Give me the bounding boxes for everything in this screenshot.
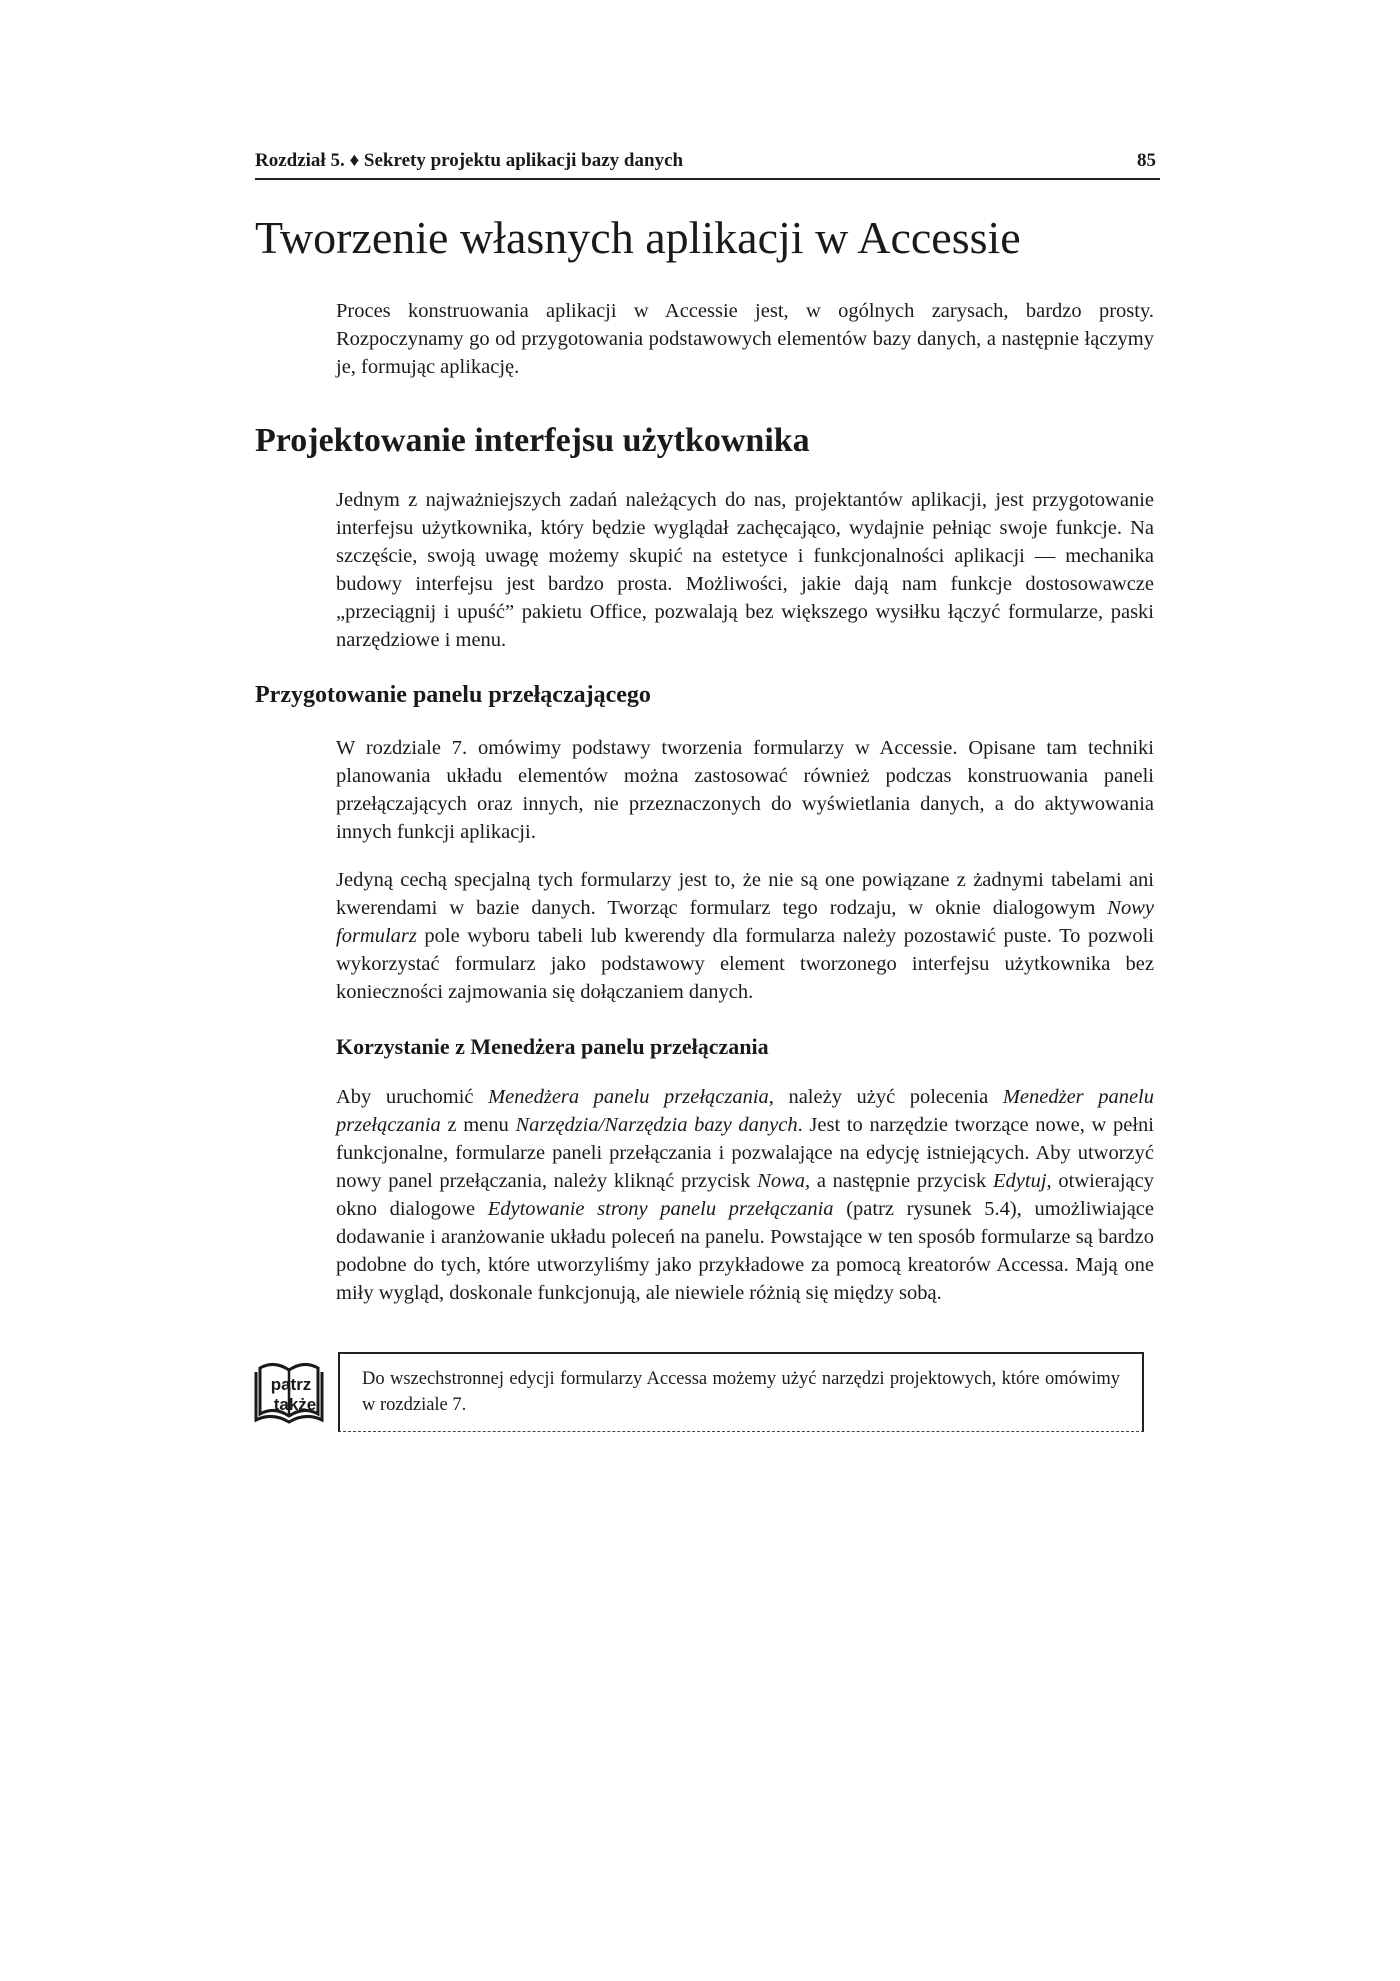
italic-term: Edytuj (993, 1170, 1047, 1192)
switchboard-paragraph-2 (336, 866, 1154, 1006)
ui-paragraph: Jednym z najważniejszych zadań należących do nas, projektantów aplikacji, jest przygotowanie interfejsu użytkownika, który będzie wyglądał zachęcająco, wydajnie pełniąc swoje funkcje. Na szczęście, swoją uwagę możemy skupić na estetyce i funkcjonalności aplikacji — mechanika budowy interfejsu jest bardzo prosta. Możliwości, jakie dają nam funkcje dostosowawcze „przeciągnij i upuść” pakietu Office, pozwalają bez większego wysiłku łączyć formularze, paski narzędziowe i menu. (336, 489, 1154, 651)
book-icon (252, 1358, 326, 1428)
text-run: . Jest to narzędzie tworzące nowe, w pełni funkcjonalne, formularze paneli przełączania i pozwalające na edycję istniejących. Aby utworzyć nowy panel przełączania, należy kliknąć przycisk (336, 1114, 1154, 1192)
text-run: , otwierający okno dialogowe (336, 1170, 1154, 1220)
section-heading-switchboard: Przygotowanie panelu przełączającego (255, 682, 651, 708)
text-run: Aby uruchomić (336, 1086, 489, 1108)
text-run: , należy użyć polecenia (768, 1086, 1003, 1108)
switchboard-paragraph-1: W rozdziale 7. omówimy podstawy tworzenia formularzy w Accessie. Opisane tam techniki planowania układu elementów można zastosować również podczas konstruowania paneli przełączających oraz innych, nie przeznaczonych do wyświetlania danych, a do aktywowania innych funkcji aplikacji. (336, 737, 1154, 843)
italic-term: Narzędzia/Narzędzia bazy danych (515, 1114, 798, 1136)
section-heading-ui: Projektowanie interfejsu użytkownika (255, 422, 810, 459)
page-title: Tworzenie własnych aplikacji w Accessie (255, 212, 1021, 263)
see-also-note-box (338, 1352, 1144, 1432)
text-run: , a następnie przycisk (805, 1170, 994, 1192)
intro-paragraph: Proces konstruowania aplikacji w Accessie jest, w ogólnych zarysach, bardzo prosty. Rozpoczynamy go od przygotowania podstawowych elementów bazy danych, a następnie łączymy je, formując aplikację. (336, 300, 1154, 378)
italic-term: Edytowanie strony panelu przełączania (487, 1198, 834, 1220)
icon-label-line2: także (273, 1395, 317, 1414)
text-run: (patrz rysunek 5.4), umożliwiające dodawanie i aranżowanie układu poleceń na panelu. Powstające w ten sposób formularze są bardzo podobne do tych, które utworzyliśmy jako przykładowe za pomocą kreatorów Accessa. Mają one miły wygląd, doskonale funkcjonują, ale niewiele różnią się między sobą. (336, 1198, 1154, 1304)
italic-term: Nowa (757, 1170, 805, 1192)
running-header (255, 148, 1160, 180)
italic-term: Menedżer panelu przełączania (336, 1086, 1154, 1136)
page-number: 85 (1137, 150, 1156, 171)
italic-term: Menedżera panelu przełączania (488, 1086, 769, 1108)
chapter-title: Rozdział 5. ♦ Sekrety projektu aplikacji bazy danych (255, 150, 684, 171)
italic-term: Nowy formularz (336, 897, 1154, 947)
icon-label-line1: patrz (270, 1375, 312, 1394)
text-run: Jedyną cechą specjalną tych formularzy jest to, że nie są one powiązane z żadnymi tabelami ani kwerendami w bazie danych. Tworząc formularz tego rodzaju, w oknie dialogowym (336, 869, 1154, 919)
see-also-note-text: Do wszechstronnej edycji formularzy Accessa możemy użyć narzędzi projektowych, które omówimy w rozdziale 7. (362, 1369, 1120, 1415)
text-run: pole wyboru tabeli lub kwerendy dla formularza należy pozostawić puste. To pozwoli wykorzystać formularz jako podstawowy element tworzonego interfejsu użytkownika bez konieczności zajmowania się dołączaniem danych. (336, 925, 1154, 1003)
text-run: z menu (440, 1114, 516, 1136)
manager-paragraph (336, 1083, 1154, 1307)
section-heading-manager: Korzystanie z Menedżera panelu przełączania (336, 1034, 769, 1059)
